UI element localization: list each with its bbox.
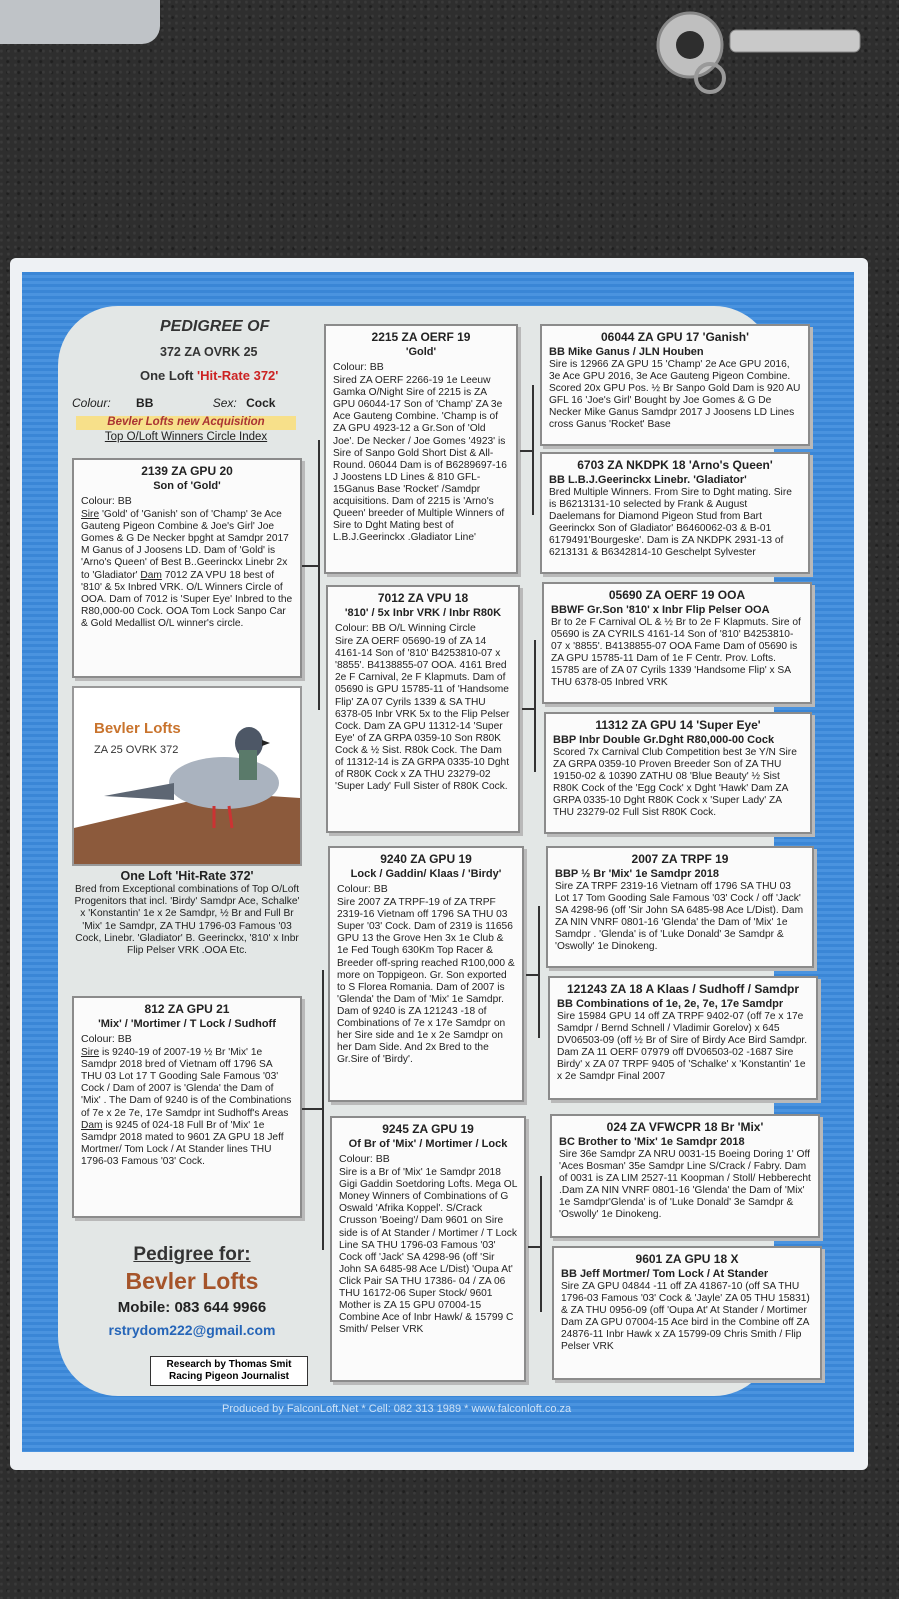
- ggp-sub: BC Brother to 'Mix' 1e Samdpr 2018: [559, 1136, 745, 1148]
- connector: [318, 440, 320, 710]
- ggp-text: Sire 15984 GPU 14 off ZA TRPF 9402-07 (off 7e x 17e Samdpr / Bernd Schnell / Vladimir Gorelov) x 645 DV06503-09 (off ½ Br of Sire of Birdy Ace Bird Samdpr. Dam ZA 11 OERF 07979 off DV06503-02 -1687 Sire Birdy' x ZA 07 TRPF 9405 of 'Schalke' x 'Konstantin' 1e x 2e Samdpr Final 2007: [557, 1011, 808, 1083]
- sire-card: [72, 458, 302, 678]
- ggp-text: Sire is 12966 ZA GPU 15 'Champ' 2e Ace GPU 2016, 3e Ace GPU 2016, 3e Ace Gauteng Pigeon Combine. Scored 20x GPU Pos. ½ Br Sanpo Gold Dam is 920 AU GFL 16 'Joe's Girl' Bought by Joe Gomes & G De Necker Mike Ganus Samdpr 2017 J Joosens LD Lines cross Ganus 'Rocket' Base: [549, 359, 801, 431]
- bird-ring: 372 ZA OVRK 25: [160, 345, 258, 359]
- gs3-colour: Colour: BB: [337, 883, 388, 895]
- pigeon-icon: [74, 688, 300, 864]
- gs2-colour: Colour: BB O/L Winning Circle: [335, 622, 476, 634]
- gs3-name: Lock / Gaddin/ Klaas / 'Birdy': [350, 868, 502, 880]
- keys-icon: [650, 0, 865, 95]
- sire-ring: 2139 ZA GPU 20: [141, 464, 233, 478]
- ggp-text: Br to 2e F Carnival OL & ½ Br to 2e F Klapmuts. Sire of 05690 is ZA CYRILS 4161-14 Son of '810' B4253810-07 x '8855'. B4138855-07 OOA Fame Dam of 05690 is ZA GPU 15785-11 Dam of 1e F Centr. Prov. Lofts. 15785 are of ZA 07 Cyrils 1339 'Handsome Flip' x SA THU 6378-05 Inbred VRK: [551, 617, 801, 689]
- gs1-colour: Colour: BB: [333, 361, 384, 373]
- ggp-ring: 06044 ZA GPU 17 'Ganish': [601, 330, 749, 344]
- gs4-name: Of Br of 'Mix' / Mortimer / Lock: [348, 1138, 508, 1150]
- gs1-text: Sired ZA OERF 2266-19 1e Leeuw Gamka O/Night Sire of 2215 is ZA GPU 06044-17 Son of 'Champ' ZA 3e Ace Gauteng Combine. 'Champ is of ZA GPU 4923-12 a Gr.Son of 'Old Joe'. De Necker / Joe Gomes '4923' is Sire of Sanpo Gold Short Dist & All-Round. 06044 Dam is of B6289697-16 J Joostens LD Lines & 810 GFL-15Ganus Base 'Rocket' /Samdpr acquisitions. Dam of 2215 is 'Arno's Queen' breeder of Multiple Winners of Sire to Dght Mating best of L.B.J.Geerinckx .Gladiator Line': [333, 375, 507, 544]
- connector: [302, 1108, 324, 1110]
- ggp-card: [550, 1114, 820, 1238]
- dam-ring: 812 ZA GPU 21: [144, 1002, 230, 1016]
- ggp-ring: 2007 ZA TRPF 19: [631, 852, 729, 866]
- colour-sex-row: Colour: BB Sex: Cock: [72, 396, 276, 410]
- ggp-text: Bred Multiple Winners. From Sire to Dght mating. Sire is B6213131-10 selected by Frank & August Daelemans for Diamond Pigeon Stud from Bart Geerinckx Son of Gladiator' B6460062-03 & B-01 6179491'Bourgeske'. Dam is ZA NKDPK 2931-13 of 6213131 & B6342814-10 Geschelpt Sylvester: [549, 487, 792, 559]
- connector: [538, 906, 540, 1038]
- loft-name: Bevler Lofts: [125, 1268, 259, 1294]
- gs4-ring: 9245 ZA GPU 19: [382, 1122, 474, 1136]
- gs3-ring: 9240 ZA GPU 19: [380, 852, 472, 866]
- sire-name: Son of 'Gold': [153, 480, 221, 492]
- sire-colour: Colour: BB: [81, 495, 132, 507]
- email-address: rstrydom222@gmail.com: [108, 1322, 276, 1338]
- mobile-number: Mobile: 083 644 9966: [117, 1299, 267, 1316]
- granddam2-card: [330, 1116, 526, 1382]
- gs3-text: Sire 2007 ZA TRPF-19 of ZA TRPF 2319-16 Vietnam off 1796 SA THU 03 Super '03' Cock. Dam of 2319 is 11656 GPU 13 the Grove Hen 3x 1e Club & 1e Fed Tough 630Km Top Racer & Breeder off-spring reached R100,000 & more on Toppigeon. Gr. Son exported to S Florea Romania. Dam of 2007 is 'Glenda' the Dam of 'Mix' 1e Samdpr. Dam of 9240 is ZA 121243 -18 of Combinations of 7e x 17e Samdpr on her Sire side and 1e x 2e Samdpr on her Dam Side. And 2x Bred to the Gr.Sire of 'Birdy'.: [337, 897, 515, 1066]
- gs1-ring: 2215 ZA OERF 19: [371, 330, 471, 344]
- bird-desc: Bred from Exceptional combinations of Top O/Loft Progenitors that incl. 'Birdy' Samdpr Ace, Schalke' x 'Konstantin' 1e x 2e Samdpr, ½ Br and Full Br 'Mix' 1e Samdpr, ZA THU 1796-03 Famous '03 Cock, Linebr. 'Gladiator' B. Geerinckx, '810' x Inbr Flip Pelser VRK .OOA Etc.: [74, 884, 300, 957]
- dam-colour: Colour: BB: [81, 1033, 132, 1045]
- ggp-ring: 9601 ZA GPU 18 X: [635, 1252, 739, 1266]
- gs4-text: Sire is a Br of 'Mix' 1e Samdpr 2018 Gigi Gaddin Soetdoring Lofts. Mega OL Money Winners of Combinations of G Oswald 'Afrika Koppel'. S/Crack Crusson 'Boeing'/ Dam 9601 on Sire side is of At Stander / Mortimer / T Lock Line SA THU 1796-03 Famous '03' Cock off 'Jack' SA 4298-96 (off 'Sir John SA 6485-98 Ace L/Dist) 'Oupa At' Click Pair SA THU 17386- 04 / ZA 06 THU 16172-06 Super Stock/ 9601 Mother is ZA 15 GPU 07004-15 Combine Ace of Inbr Hawk/ & 15799 C Smith/ Pelser VRK: [339, 1167, 518, 1336]
- ggp-ring: 121243 ZA 18 A Klaas / Sudhoff / Samdpr: [566, 982, 800, 996]
- dam-card: [72, 996, 302, 1218]
- ggp-text: Sire ZA GPU 04844 -11 off ZA 41867-10 (off SA THU 1796-03 Famous '03' Cock & 'Jayle' ZA 05 THU 15831) & ZA THU 0956-09 (off 'Oupa At' At Stander / Mortimer Dam ZA GPU 07004-15 Ace bird in the Combine off ZA 24876-11 Inbr Hawk x ZA 15799-09 Chris Smith / Flip Pelser VRK: [561, 1281, 810, 1353]
- ggp-ring: 6703 ZA NKDPK 18 'Arno's Queen': [577, 458, 773, 472]
- bird-title: One Loft 'Hit-Rate 372': [120, 869, 254, 883]
- dam-name: 'Mix' / 'Mortimer / T Lock / Sudhoff: [98, 1018, 276, 1030]
- gs1-name: 'Gold': [405, 346, 437, 358]
- ggp-sub: BB Combinations of 1e, 2e, 7e, 17e Samdpr: [557, 998, 784, 1010]
- dam-text: Sire is 9240-19 of 2007-19 ½ Br 'Mix' 1e Samdpr 2018 bred of Vietnam off 1796 SA THU 03 Lot 17 T Gooding Sale Famous '03' Cock / Dam of 2007 is 'Glenda' the Dam of 'Mix' . The Dam of 9240 is of the Combinations of 7e x 2e 7e, 17e Samdpr int Sudhoff's Areas Dam is 9245 of 024-18 Full Br of 'Mix' 1e Samdpr 2018 mated to 9601 ZA GPU 18 Jeff Mortmer/ Tom Lock / At Stander lines THU 1796-03 Famous '03' Cock.: [81, 1047, 292, 1167]
- gs2-name: '810' / 5x Inbr VRK / Inbr R80K: [344, 607, 502, 619]
- connector: [532, 385, 534, 515]
- ggp-ring: 11312 ZA GPU 14 'Super Eye': [595, 718, 761, 732]
- ggp-sub: BBWF Gr.Son '810' x Inbr Flip Pelser OOA: [551, 604, 770, 616]
- ggp-ring: 05690 ZA OERF 19 OOA: [608, 588, 746, 602]
- grandsire2-card: [328, 846, 524, 1102]
- produced-by: Produced by FalconLoft.Net * Cell: 082 313 1989 * www.falconloft.co.za: [222, 1403, 572, 1415]
- contact-block: [72, 1244, 312, 1338]
- ggp-text: Scored 7x Carnival Club Competition best 3e Y/N Sire ZA GRPA 0359-10 Proven Breeder Son of ZA THU 19150-02 & 10390 ZATHU 08 'Blue Beauty' ½ Sist R80K Cock of the 'Egg Cock' x Dght 'Hawk' Dam ZA GRPA 0335-10 Dght R80K Cock x 'Super Lady' ZA THU 23279-02 Full Sist R80K Cock.: [553, 747, 797, 819]
- ggp-card: [540, 452, 810, 574]
- connector: [534, 640, 536, 772]
- pedigree-for-label: Pedigree for:: [133, 1244, 251, 1265]
- bird-hit-rate: One Loft 'Hit-Rate 372': [140, 368, 279, 383]
- connector: [540, 1176, 542, 1312]
- ggp-card: [548, 976, 818, 1100]
- ggp-card: [552, 1246, 822, 1380]
- photo-loft: Bevler Lofts: [94, 720, 181, 737]
- ggp-text: Sire ZA TRPF 2319-16 Vietnam off 1796 SA THU 03 Lot 17 Tom Gooding Sale Famous '03' Cock / off 'Jack' SA 4298-96 (off 'Sir John SA 6485-98 Ace L/Dist). Dam ZA NIN VNRF 0801-16 'Glenda' the Dam of 'Mix' 1e Samdpr . 'Glenda' is of 'Luke Donald' 3e Samdpr & 'Oswolly' 1e Dinokeng.: [555, 881, 804, 953]
- granddam-card: [326, 585, 520, 833]
- gs2-ring: 7012 ZA VPU 18: [377, 591, 469, 605]
- ggp-ring: 024 ZA VFWCPR 18 Br 'Mix': [606, 1120, 764, 1134]
- page-title: PEDIGREE OF: [160, 318, 270, 335]
- connector: [322, 970, 324, 1250]
- blister-pack: [0, 0, 160, 44]
- ggp-card: [544, 712, 812, 834]
- ggp-card: [542, 582, 812, 704]
- index-text: Top O/Loft Winners Circle Index: [104, 431, 268, 443]
- photo-ring: ZA 25 OVRK 372: [94, 744, 179, 756]
- grandsire-card: [324, 324, 518, 574]
- ggp-text: Sire 36e Samdpr ZA NRU 0031-15 Boeing Doring 1' Off 'Aces Bosman' 35e Samdpr Line S/Crack / Fabry. Dam of 0031 is ZA LIM 2527-11 Koopman / Stoll/ Hebberecht .Dam ZA NIN VNRF 0801-16 'Glenda' the Dam of 'Mix' 1e Samdpr'Glenda' is of 'Luke Donald' 3e Samdpr & 'Oswolly' 1e Dinokeng.: [559, 1149, 811, 1221]
- ggp-sub: BB Mike Ganus / JLN Houben: [549, 346, 704, 358]
- acquisition-banner: Bevler Lofts new Acquisition: [76, 416, 296, 430]
- research-credit: Research by Thomas Smit Racing Pigeon Journalist: [150, 1356, 308, 1386]
- ggp-sub: BBP ½ Br 'Mix' 1e Samdpr 2018: [555, 868, 719, 880]
- ggp-sub: BB L.B.J.Geerinckx Linebr. 'Gladiator': [549, 474, 747, 486]
- gs2-text: Sire ZA OERF 05690-19 of ZA 14 4161-14 Son of '810' B4253810-07 x '8855'. B4138855-07 OOA. 4161 Bred 2e F Carnival, 2e F Klapmuts. Dam of 05690 is GPU 15785-11 of 'Handsome Flip' ZA 07 Cyrils 1339 & SA THU 6378-05 Inbr VRK 5x to the Flip Pelser Cock. Dam ZA GPU 11312-14 'Super Eye' of ZA GRPA 0359-10 Son R80K Cock & ½ Sist. R80k Cock. The Dam of 11312-14 is ZA GRPA 0335-10 Dght of R80K Cock x ZA THU 23279-02 'Super Lady' Full Sister of R80K Cock.: [335, 636, 510, 793]
- ggp-card: [546, 846, 814, 968]
- sire-text: Sire 'Gold' of 'Ganish' son of 'Champ' 3e Ace Gauteng Pigeon Combine & Joe's Girl' Joe Gomes & G De Necker bpght at Samdpr 2017 M Ganus of J Joosens LD. Dam of 'Gold' is 'Arno's Queen' of Best B..Geerinckx Linebr 2x to 'Gladiator' Dam 7012 ZA VPU 18 best of '810' & 5x Inbred VRK. O/L Winners Circle of OOA. Dam of 7012 is 'Super Eye' Inbred to the R80,000-00 Cock. OOA Tom Lock Sanpo Car & Gold Medallist O/L winner's circle.: [81, 509, 293, 629]
- ggp-sub: BBP Inbr Double Gr.Dght R80,000-00 Cock: [553, 734, 775, 746]
- bird-description: [72, 868, 302, 957]
- gs4-colour: Colour: BB: [339, 1153, 390, 1165]
- ggp-sub: BB Jeff Mortmer/ Tom Lock / At Stander: [561, 1268, 769, 1280]
- ggp-card: [540, 324, 810, 446]
- pigeon-photo: [72, 686, 302, 866]
